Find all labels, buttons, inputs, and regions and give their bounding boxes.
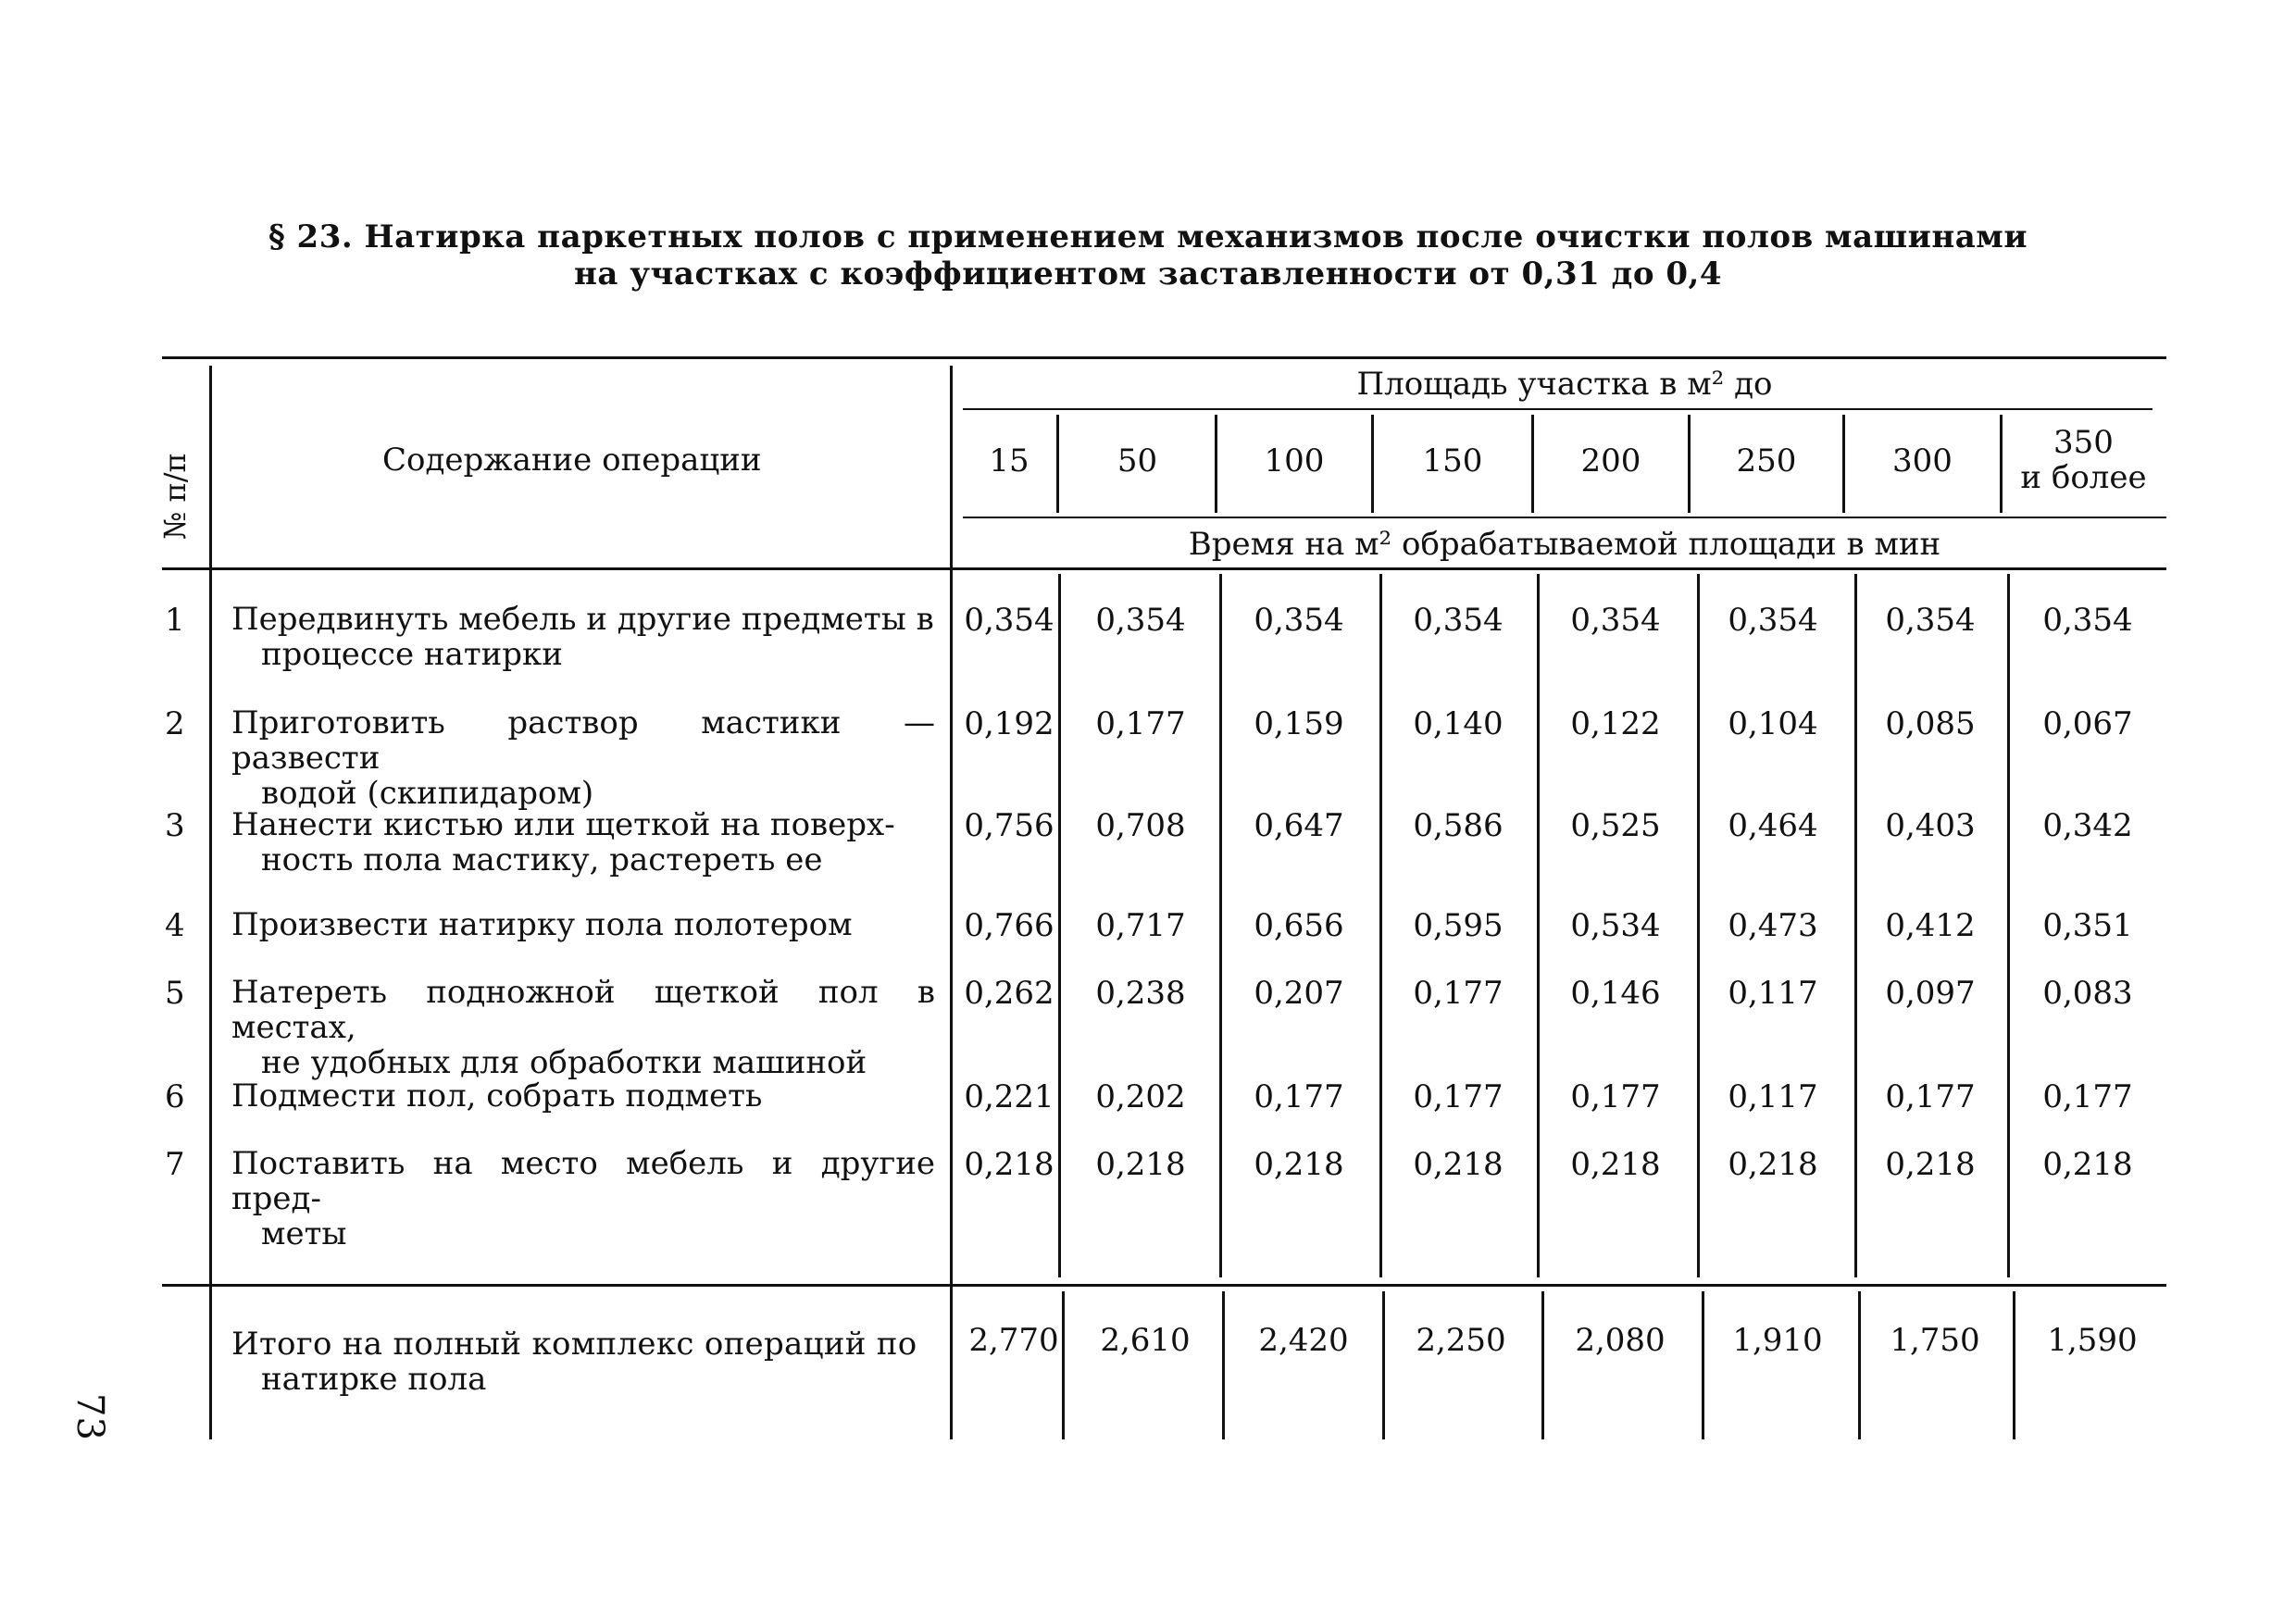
total-value: 1,750 [1890, 1322, 1980, 1359]
col-header-150: 150 [1422, 442, 1483, 479]
time-value: 0,262 [964, 975, 1054, 1012]
operation-line-1: Приготовить раствор мастики — развести [231, 704, 935, 777]
time-value: 0,473 [1728, 907, 1818, 944]
time-value: 0,351 [2042, 907, 2133, 944]
operation-text [231, 907, 935, 942]
row-number: 1 [165, 602, 185, 639]
time-value: 0,354 [1254, 602, 1344, 639]
operation-line-2: процессе натирки [261, 636, 563, 673]
total-value: 1,590 [2047, 1322, 2138, 1359]
time-value: 0,595 [1413, 907, 1504, 944]
total-column-rule-6 [1858, 1291, 1861, 1439]
area-header-rule [963, 408, 2152, 410]
time-header-rule [963, 517, 2166, 518]
time-value: 0,202 [1095, 1078, 1186, 1115]
time-value: 0,177 [1254, 1078, 1344, 1115]
time-value: 0,647 [1254, 807, 1344, 844]
time-value: 0,403 [1885, 807, 1976, 844]
total-value: 2,080 [1575, 1322, 1666, 1359]
time-value: 0,412 [1885, 907, 1976, 944]
time-value: 0,122 [1570, 705, 1661, 742]
time-value: 0,354 [1570, 602, 1661, 639]
time-value: 0,218 [1570, 1146, 1661, 1183]
operation-text [231, 975, 935, 1080]
time-value: 0,354 [964, 602, 1054, 639]
time-value: 0,159 [1254, 705, 1344, 742]
total-value: 2,770 [968, 1322, 1059, 1359]
time-value: 0,525 [1570, 807, 1661, 844]
time-value: 0,177 [1413, 1078, 1504, 1115]
operation-line-1: Передвинуть мебель и другие предметы в [231, 601, 934, 638]
operation-header: Содержание операции [382, 442, 762, 479]
time-value: 0,586 [1413, 807, 1504, 844]
time-value: 0,756 [964, 807, 1054, 844]
total-value: 2,250 [1416, 1322, 1506, 1359]
area-header: Площадь участка в м² до [1356, 366, 1773, 403]
time-value: 0,656 [1254, 907, 1344, 944]
time-value: 0,177 [1570, 1078, 1661, 1115]
time-value: 0,717 [1095, 907, 1186, 944]
time-value: 0,354 [1413, 602, 1504, 639]
col-header-300: 300 [1892, 442, 1953, 479]
time-value: 0,534 [1570, 907, 1661, 944]
row-number: 6 [165, 1078, 185, 1115]
total-column-rule-5 [1702, 1291, 1704, 1439]
row-number: 2 [165, 705, 185, 742]
time-value: 0,085 [1885, 705, 1976, 742]
time-value: 0,117 [1728, 975, 1818, 1012]
operation-line-1: Произвести натирку пола полотером [231, 906, 853, 943]
body-column-rule-3 [1379, 574, 1382, 1277]
total-value: 2,420 [1258, 1322, 1349, 1359]
time-value: 0,238 [1095, 975, 1186, 1012]
time-value: 0,766 [964, 907, 1054, 944]
time-value: 0,342 [2042, 807, 2133, 844]
time-header: Время на м² обрабатываемой площади в мин [1188, 526, 1941, 563]
time-value: 0,177 [1095, 705, 1186, 742]
total-column-rule-3 [1382, 1291, 1385, 1439]
col-header-100: 100 [1264, 442, 1325, 479]
body-column-rule-7 [2007, 574, 2010, 1277]
row-number: 3 [165, 807, 185, 844]
time-value: 0,354 [1885, 602, 1976, 639]
table-top-rule [162, 356, 2166, 359]
total-value: 2,610 [1100, 1322, 1191, 1359]
total-column-rule-4 [1541, 1291, 1544, 1439]
row-number: 7 [165, 1146, 185, 1183]
total-value: 1,910 [1732, 1322, 1823, 1359]
total-top-rule [162, 1284, 2166, 1287]
value-column-rule-1 [1056, 415, 1059, 513]
col-header-350-line1: 350 [2053, 424, 2114, 461]
time-value: 0,218 [1095, 1146, 1186, 1183]
time-value: 0,464 [1728, 807, 1818, 844]
col-header-15: 15 [989, 442, 1029, 479]
operation-line-1: Натереть подножной щеткой пол в местах, [231, 974, 935, 1046]
time-value: 0,708 [1095, 807, 1186, 844]
col-header-50: 50 [1117, 442, 1158, 479]
body-column-rule-4 [1537, 574, 1540, 1277]
time-value: 0,218 [1413, 1146, 1504, 1183]
time-value: 0,104 [1728, 705, 1818, 742]
time-value: 0,192 [964, 705, 1054, 742]
time-value: 0,218 [1728, 1146, 1818, 1183]
operation-line-2: водой (скипидаром) [261, 775, 594, 812]
time-value: 0,146 [1570, 975, 1661, 1012]
rownum-column-rule [209, 366, 212, 1439]
time-value: 0,354 [1728, 602, 1818, 639]
col-header-200: 200 [1580, 442, 1641, 479]
operation-line-2: не удобных для обработки машиной [261, 1044, 867, 1081]
time-value: 0,083 [2042, 975, 2133, 1012]
total-label [231, 1326, 935, 1397]
operation-text [231, 705, 935, 811]
operation-line-2: ность пола мастику, растереть ее [261, 841, 823, 878]
time-value: 0,354 [2042, 602, 2133, 639]
time-value: 0,117 [1728, 1078, 1818, 1115]
operation-column-rule [950, 366, 953, 1439]
page-number: 73 [69, 1393, 111, 1440]
row-number: 5 [165, 975, 185, 1012]
section-title-line-2: на участках с коэффициентом заставленности от 0,31 до 0,4 [574, 255, 1722, 293]
time-value: 0,097 [1885, 975, 1976, 1012]
total-label-line-1: Итого на полный комплекс операций по [231, 1326, 917, 1363]
operation-line-1: Нанести кистью или щеткой на поверх- [231, 806, 895, 843]
total-column-rule-2 [1222, 1291, 1225, 1439]
time-value: 0,177 [1885, 1078, 1976, 1115]
section-title-line-1: § 23. Натирка паркетных полов с применением механизмов после очистки полов машинами [268, 218, 2028, 255]
operation-line-1: Подмести пол, собрать подметь [231, 1077, 763, 1115]
body-column-rule-2 [1219, 574, 1222, 1277]
operation-text [231, 1078, 935, 1114]
time-value: 0,140 [1413, 705, 1504, 742]
col-header-350-line2: и более [2020, 459, 2147, 496]
row-number-header: № п/п [157, 453, 193, 540]
total-column-rule-1 [1062, 1291, 1065, 1439]
operation-text [231, 602, 935, 672]
row-number: 4 [165, 907, 185, 944]
time-value: 0,221 [964, 1078, 1054, 1115]
time-value: 0,177 [1413, 975, 1504, 1012]
operation-text [231, 1146, 935, 1252]
time-value: 0,067 [2042, 705, 2133, 742]
time-value: 0,218 [2042, 1146, 2133, 1183]
operation-text [231, 807, 935, 878]
col-header-250: 250 [1736, 442, 1797, 479]
operation-line-1: Поставить на место мебель и другие пред- [231, 1145, 935, 1217]
time-value: 0,207 [1254, 975, 1344, 1012]
time-value: 0,218 [1254, 1146, 1344, 1183]
time-value: 0,218 [964, 1146, 1054, 1183]
time-value: 0,177 [2042, 1078, 2133, 1115]
time-value: 0,218 [1885, 1146, 1976, 1183]
total-column-rule-7 [2013, 1291, 2015, 1439]
time-value: 0,354 [1095, 602, 1186, 639]
total-label-line-2: натирке пола [261, 1361, 487, 1398]
header-bottom-rule [162, 567, 2166, 570]
operation-line-2: меты [261, 1215, 347, 1252]
